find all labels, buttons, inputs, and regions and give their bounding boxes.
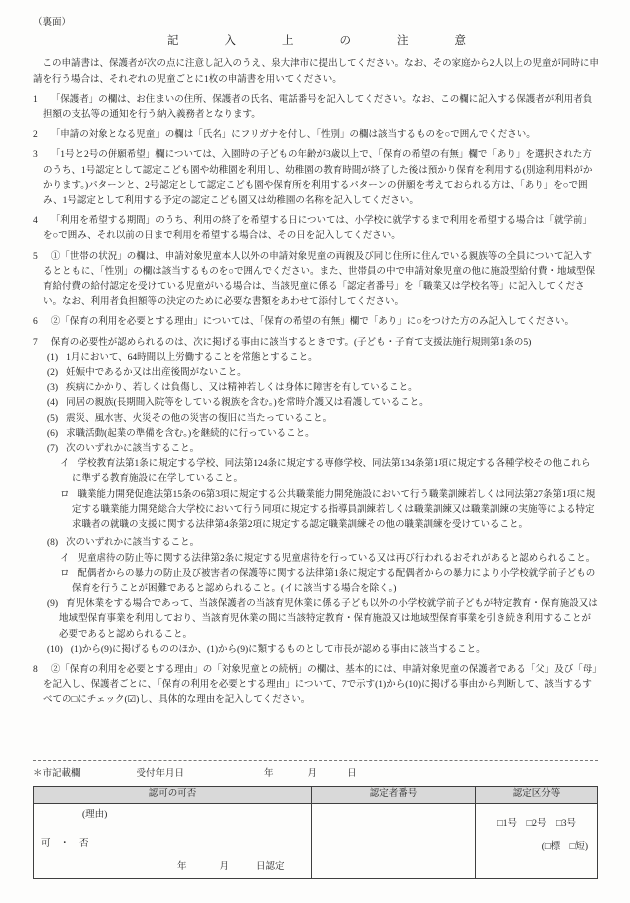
reason-7-sub-i [60, 457, 600, 487]
reason-item-9 [47, 597, 600, 643]
approval-header: 認可の可否 [34, 787, 312, 804]
reason-item-10 [47, 643, 600, 658]
approval-table [33, 786, 598, 879]
reason-10-number: (10) [47, 644, 63, 655]
reason-8-sub-ro [60, 567, 600, 597]
receipt-date-row [33, 767, 598, 784]
cert-month-label: 月 [219, 861, 230, 872]
reason-item-1 [47, 351, 600, 366]
cert-year-label: 年 [177, 861, 187, 872]
cert-category-cell [476, 804, 598, 879]
note-7-text: 保育の必要性が認められるのは、次に掲げる事由に該当するときです。(子ども・子育て支援法施行規則第1条の5) [50, 337, 532, 348]
note-3-number: 3 [33, 150, 38, 161]
approval-table-header-row [34, 787, 598, 804]
note-4-text: 「利用を希望する期間」のうち、利用の終了を希望する日については、小学校に就学するまで利用を希望する場合は「就学前」を○で囲み、それ以前の日まで利用を希望する場合は、その日を記入してください。 [43, 216, 593, 242]
receipt-year-label: 年 [264, 769, 274, 779]
note-5-text: ①「世帯の状況」の欄は、申請対象児童本人以外の申請対象児童の両親及び同じ住所に住んでいる親族等の全員について記入するとともに、「性別」の欄は該当するものを○で囲んでください。また、世帯員の中で申請対象児童の他に施設型給付費・地域型保育給付費の給付認定を受けている児童がいる場合は、当該児童に係る「認定者番号」を「職業又は学校名等」に記入してください。なお、利用者負担額等の決定のために必要な書類をあわせて添付してください。 [43, 251, 595, 308]
reason-2-number: (2) [47, 368, 59, 379]
reason-10-text: (1)から(9)に掲げるもののほか、(1)から(9)に類するものとして市長が認める事由に該当すること。 [70, 644, 486, 655]
reason-7-sub-i-marker: イ [60, 459, 70, 470]
back-side-label: （裏面） [33, 18, 72, 28]
cert-category-header: 認定区分等 [476, 787, 598, 804]
reason-item-2 [47, 366, 600, 381]
reason-item-6 [47, 427, 600, 442]
note-2-text: 「申請の対象となる児童」の欄は「氏名」にフリガナを付し、「性別」の欄は該当するものを○で囲んでください。 [50, 130, 536, 141]
note-4-number: 4 [33, 216, 38, 227]
reason-4-text: 同居の親族(長期間入院等をしている親族を含む。)を常時介護又は看護していること。 [66, 398, 429, 409]
page-title-text: 記入上の注意 [167, 35, 512, 48]
note-1 [33, 93, 600, 123]
reason-1-text: 1月において、64時間以上労働することを常態とすること。 [66, 352, 318, 363]
receipt-month-label: 月 [307, 769, 318, 779]
note-3-text: 「1号と2号の併願希望」欄については、入園時の子どもの年齢が3歳以上で、「保育の希望の有無」欄で「あり」を選択された方のうち、1号認定として認定こども園や幼稚園を利用し、幼稚園の教育時間が終了した後は預かり保育を利用する(別途利用料がかかります。)パターンと、2号認定として認定こども園や保育所を利用するパターンの併願を考えておられる方は、「あり」を○で囲み、1号認定として利用する予定の認定こども園又は幼稚園の名称を記入してください。 [43, 150, 593, 207]
reason-7-sub-ro-text: 職業能力開発促進法第15条の6第3項に規定する公共職業能力開発施設において行う職業訓練若しくは同法第27条第1項に規定する職業能力開発総合大学校において行う同項に規定する指導員訓練若しくは職業訓練又は職業訓練の実施等による特定求職者の就職の支援に関する法律第4条第2項に規定する認定職業訓練その他の職業訓練を受けていること。 [72, 489, 596, 531]
reason-8-sub-ro-marker: ロ [60, 568, 70, 579]
note-5-number: 5 [33, 251, 38, 262]
reason-8-number: (8) [47, 538, 59, 549]
note-7 [33, 336, 600, 351]
reason-item-7 [47, 442, 600, 457]
reason-8-sub-ro-text: 配偶者からの暴力の防止及び被害者の保護等に関する法律第1条に規定する配偶者からの暴力により小学校就学前子どもの保育を行うことが困難であると認められること。(イに該当する場合を除く。) [72, 568, 596, 594]
reason-6-text: 求職活動(起業の準備を含む。)を継続的に行っていること。 [66, 428, 315, 439]
reason-8-sub-i-text: 児童虐待の防止等に関する法律第2条に規定する児童虐待を行っている又は再び行われるおそれがあると認められること。 [77, 553, 596, 564]
cert-category-checkboxes: □1号 □2号 □3号 [497, 819, 576, 829]
reason-7-sub-ro [60, 488, 600, 534]
note-1-text: 「保護者」の欄は、お住まいの住所、保護者の氏名、電話番号を記入してください。なお、この欄に記入する保護者が利用者負担額の支払等の通知を行う納入義務者となります。 [43, 94, 593, 121]
approval-cell [34, 804, 312, 879]
reason-6-number: (6) [47, 428, 59, 439]
approval-table-body-row [34, 804, 598, 879]
note-6 [33, 315, 600, 330]
note-2-number: 2 [33, 130, 38, 141]
note-5 [33, 250, 600, 311]
page-title [33, 34, 600, 50]
reason-1-number: (1) [47, 352, 59, 363]
reason-item-5 [47, 412, 600, 427]
note-7-number: 7 [33, 337, 38, 348]
approval-reason-label: (理由) [82, 810, 108, 820]
reason-7-sub-ro-marker: ロ [60, 489, 70, 500]
reason-7-sub-i-text: 学校教育法第1条に規定する学校、同法第124条に規定する専修学校、同法第134条第1項に規定する各種学校その他これらに準ずる教育施設に在学していること。 [72, 459, 591, 485]
reason-item-4 [47, 396, 600, 411]
cert-number-header: 認定者番号 [312, 787, 476, 804]
reason-item-8 [47, 536, 600, 551]
note-8 [33, 663, 600, 709]
reason-item-3 [47, 381, 600, 396]
receipt-day-label: 日 [347, 769, 357, 779]
reason-3-text: 疾病にかかり、若しくは負傷し、又は精神若しくは身体に障害を有していること。 [66, 383, 418, 394]
city-office-section [33, 760, 598, 879]
reason-7-text: 次のいずれかに該当すること。 [66, 444, 200, 455]
reason-9-number: (9) [47, 599, 59, 610]
note-4 [33, 214, 600, 244]
note-3 [33, 148, 600, 209]
reason-7-number: (7) [47, 444, 59, 455]
cut-separator [33, 760, 598, 761]
note-1-number: 1 [33, 94, 38, 105]
reason-4-number: (4) [47, 398, 59, 409]
note-8-number: 8 [33, 664, 38, 675]
city-column-label: ＊市記載欄 [33, 769, 81, 779]
reason-8-sub-i [60, 552, 600, 567]
note-2 [33, 128, 600, 143]
cert-number-cell [312, 804, 476, 879]
note-8-text: ②「保育の利用を必要とする理由」の「対象児童との続柄」の欄は、基本的には、申請対象児童の保護者である「父」及び「母」を記入し、保護者ごとに、「保育の利用を必要とする理由」について、7で示す(1)から(10)に掲げる事由から判断して、該当するすべての□にチェック(☑)し、具体的な理由を記入してください。 [43, 664, 598, 706]
cert-category-sub-checkboxes: (□標 □短) [541, 842, 588, 853]
receipt-date-label: 受付年月日 [136, 769, 185, 779]
reason-8-sub-i-marker: イ [60, 553, 70, 564]
reason-5-text: 震災、風水害、火災その他の災害の復旧に当たっていること。 [66, 413, 333, 424]
note-6-number: 6 [33, 317, 38, 328]
cert-date-line [177, 860, 285, 875]
reason-8-text: 次のいずれかに該当すること。 [66, 538, 200, 549]
reason-5-number: (5) [47, 413, 59, 424]
approve-reject-options: 可 ・ 否 [41, 839, 89, 849]
reason-9-text: 育児休業をする場合であって、当該保護者の当該育児休業に係る子ども以外の小学校就学前子どもが特定教育・保育施設又は地域型保育事業を利用しており、当該育児休業の間に当該特定教育・保育施設又は地域型保育事業を引き続き利用することが必要であると認められること。 [59, 599, 598, 640]
reason-2-text: 妊娠中であるか又は出産後間がないこと。 [66, 368, 247, 379]
cert-day-label: 日認定 [256, 861, 285, 872]
note-6-text: ②「保育の利用を必要とする理由」については、「保育の希望の有無」欄で「あり」に○をつけた方のみ記入してください。 [50, 317, 575, 328]
reason-3-number: (3) [47, 383, 59, 394]
intro-paragraph: この申請書は、保護者が次の点に注意し記入のうえ、泉大津市に提出してください。なお、その家庭から2人以上の児童が同時に申請を行う場合は、それぞれの児童ごとに1枚の申請書を用いてください。 [33, 59, 599, 85]
